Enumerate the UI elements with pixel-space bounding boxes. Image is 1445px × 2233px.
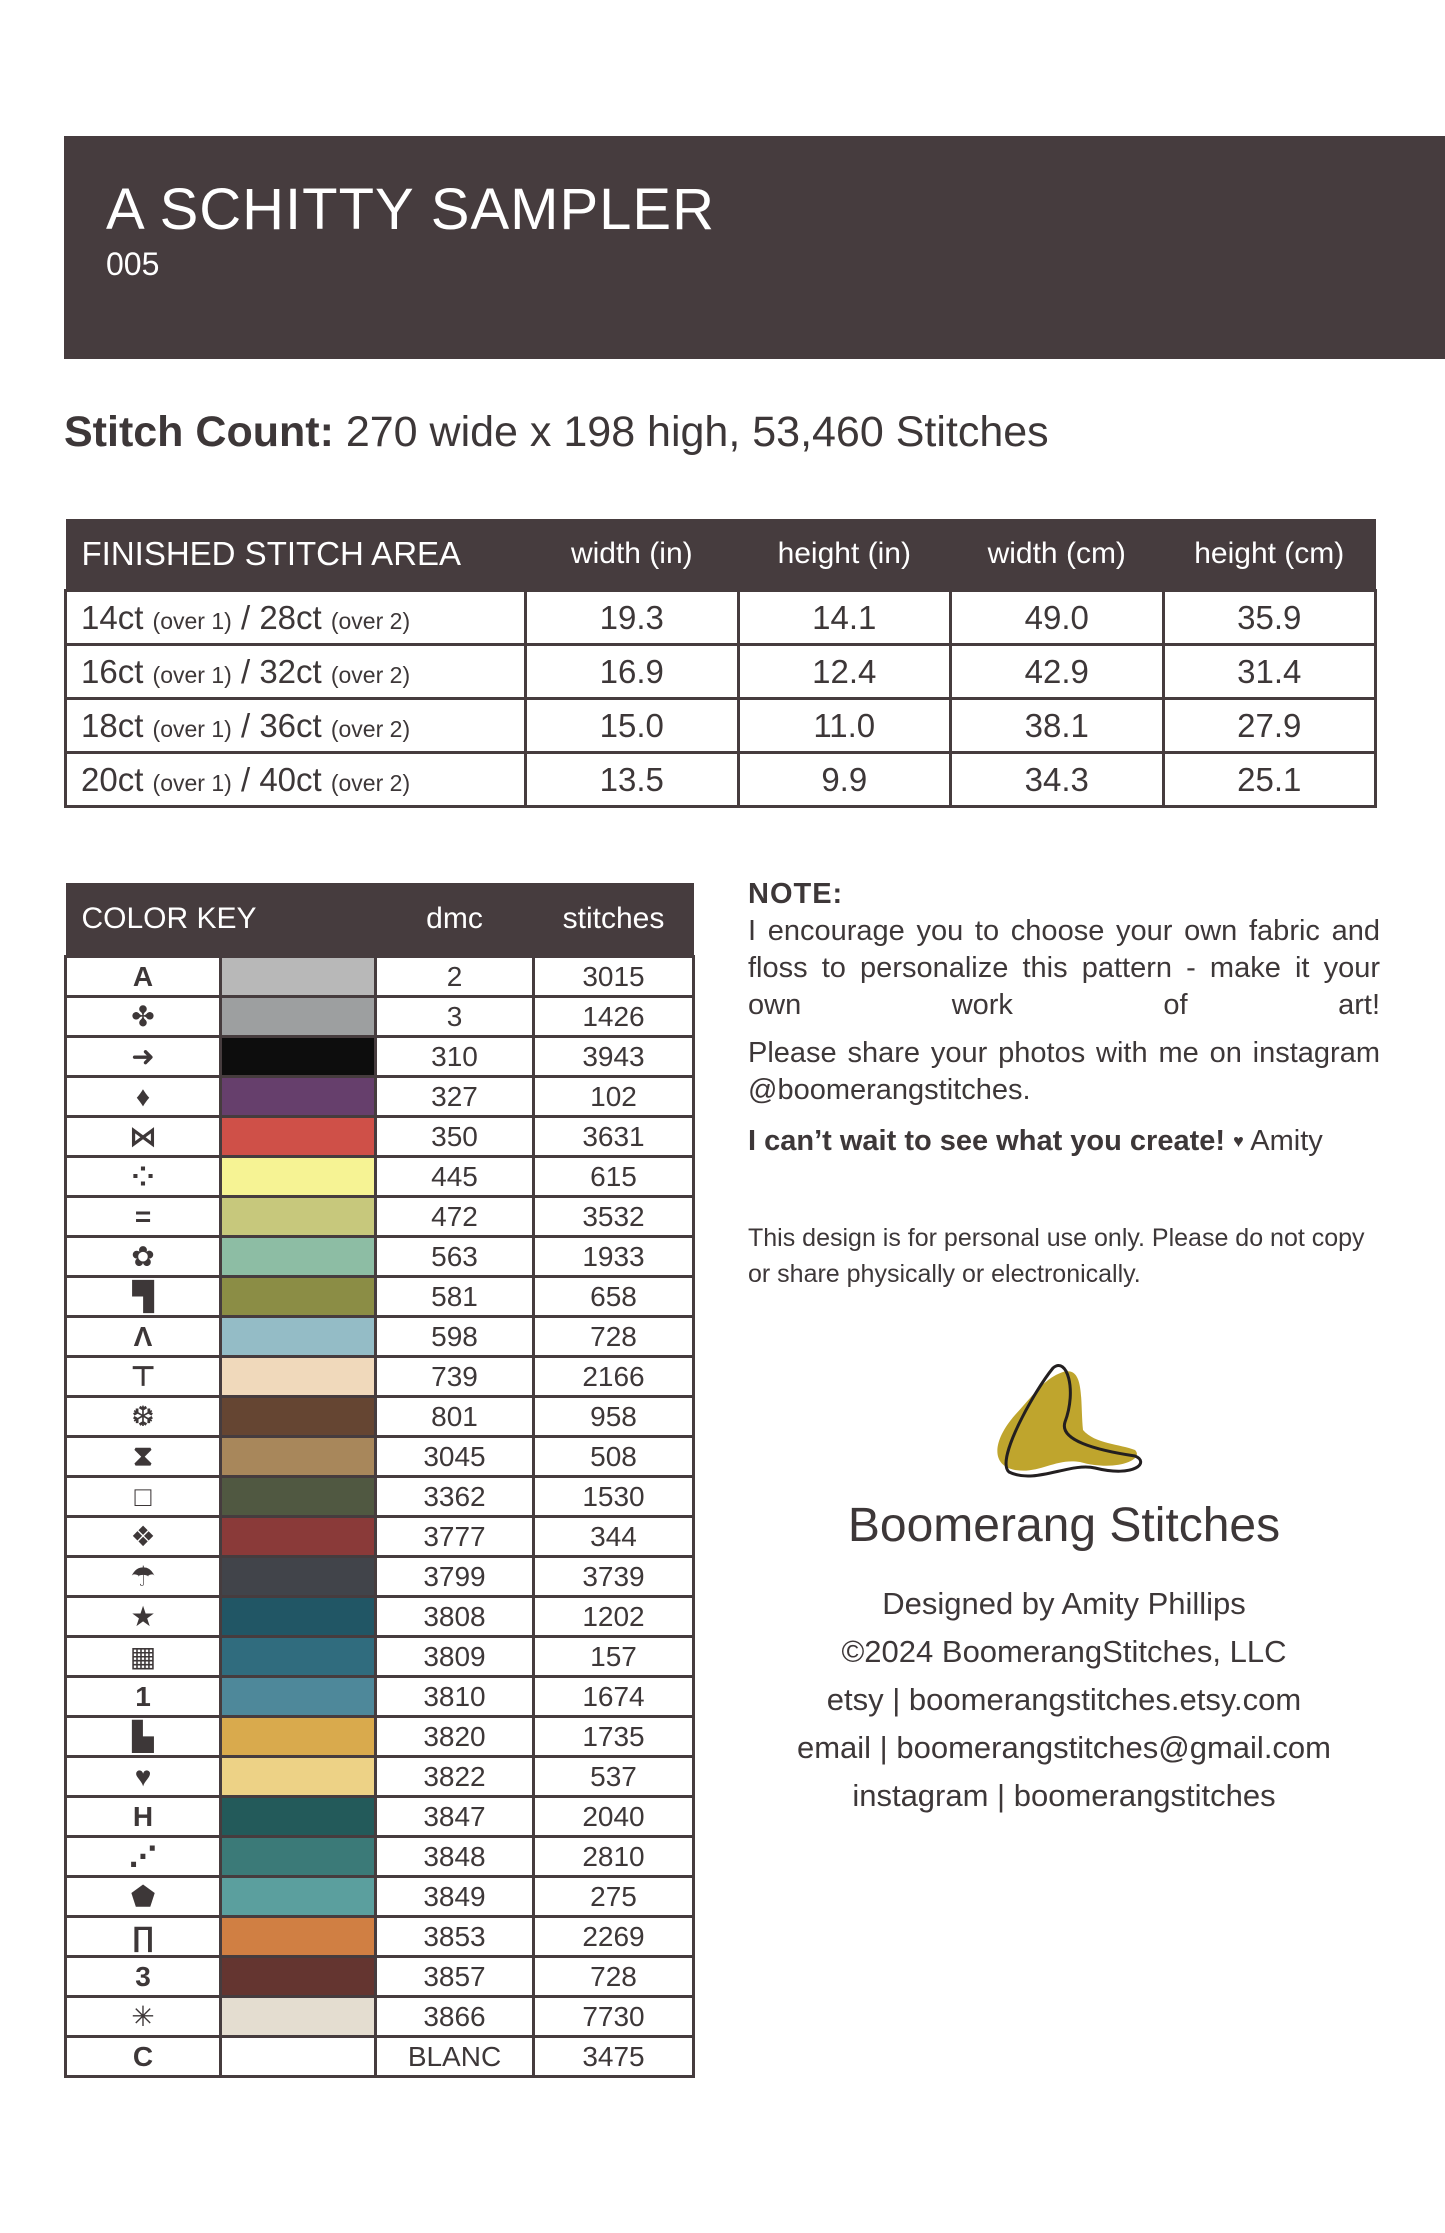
finished-stitch-area-table — [64, 519, 1377, 808]
color-key-row — [66, 1957, 694, 1997]
color-swatch — [221, 1597, 376, 1637]
dmc-number: 350 — [376, 1117, 534, 1157]
color-key-row — [66, 1277, 694, 1317]
height-cm-cell: 25.1 — [1163, 753, 1376, 807]
color-key-table — [64, 883, 695, 2078]
table-symbol: ∏ — [66, 1917, 221, 1957]
height-cm-cell: 35.9 — [1163, 591, 1376, 645]
color-swatch — [221, 1757, 376, 1797]
color-key-row — [66, 1397, 694, 1437]
note-signature: Amity — [1250, 1125, 1323, 1157]
dmc-number: 3777 — [376, 1517, 534, 1557]
color-swatch — [221, 1157, 376, 1197]
color-key-row — [66, 1837, 694, 1877]
dmc-number: 327 — [376, 1077, 534, 1117]
flower-symbol: ✿ — [66, 1237, 221, 1277]
color-key-row — [66, 1517, 694, 1557]
stitch-total: 1530 — [534, 1477, 694, 1517]
color-key-row — [66, 1797, 694, 1837]
color-swatch — [221, 1917, 376, 1957]
color-key-row — [66, 1717, 694, 1757]
dmc-number: 3045 — [376, 1437, 534, 1477]
stitch-count-label: Stitch Count: — [64, 408, 334, 456]
color-swatch — [221, 1477, 376, 1517]
stitch-total: 7730 — [534, 1997, 694, 2037]
color-key-title: COLOR KEY — [66, 883, 376, 957]
col-stitches: stitches — [534, 883, 694, 957]
stitch-total: 157 — [534, 1637, 694, 1677]
width-in-cell: 19.3 — [526, 591, 738, 645]
color-key-row — [66, 1037, 694, 1077]
height-in-cell: 9.9 — [738, 753, 950, 807]
stitch-total: 958 — [534, 1397, 694, 1437]
umbrella-symbol: ☂ — [66, 1557, 221, 1597]
four-diamonds-symbol: ❖ — [66, 1517, 221, 1557]
height-in-cell: 14.1 — [738, 591, 950, 645]
designer-line: Designed by Amity Phillips — [882, 1586, 1246, 1621]
note-paragraph-2: Please share your photos with me on instagram @boomerangstitches. — [748, 1037, 1380, 1106]
width-in-cell: 13.5 — [526, 753, 738, 807]
color-swatch — [221, 1397, 376, 1437]
dmc-number: 801 — [376, 1397, 534, 1437]
col-finished-area: FINISHED STITCH AREA — [66, 519, 526, 591]
boomerang-logo-icon — [985, 1360, 1145, 1490]
color-swatch — [221, 1117, 376, 1157]
height-cm-cell: 31.4 — [1163, 645, 1376, 699]
color-key-row — [66, 1477, 694, 1517]
email-link[interactable]: email | boomerangstitches@gmail.com — [796, 1730, 1331, 1765]
heart-icon: ♥ — [1233, 1131, 1244, 1151]
stitch-total: 275 — [534, 1877, 694, 1917]
color-key-row — [66, 957, 694, 997]
stitch-total: 1735 — [534, 1717, 694, 1757]
dmc-number: 3853 — [376, 1917, 534, 1957]
pattern-code: 005 — [106, 246, 160, 282]
height-in-cell: 12.4 — [738, 645, 950, 699]
heart-symbol: ♥ — [66, 1757, 221, 1797]
pattern-title: A SCHITTY SAMPLER — [106, 177, 715, 242]
stitch-total: 3475 — [534, 2037, 694, 2077]
dmc-number: 3866 — [376, 1997, 534, 2037]
stitch-total: 1202 — [534, 1597, 694, 1637]
bowtie-symbol: ⋈ — [66, 1117, 221, 1157]
h-frame-symbol: H — [66, 1797, 221, 1837]
color-swatch — [221, 1797, 376, 1837]
brand-name: Boomerang Stitches — [847, 1499, 1281, 1552]
credits-block — [748, 1580, 1380, 1820]
stitch-total: 2810 — [534, 1837, 694, 1877]
color-swatch — [221, 1997, 376, 2037]
color-key-row — [66, 1757, 694, 1797]
dmc-number: 3808 — [376, 1597, 534, 1637]
color-key-row — [66, 1237, 694, 1277]
width-cm-cell: 42.9 — [951, 645, 1163, 699]
note-block — [748, 876, 1380, 1160]
color-swatch — [221, 2037, 376, 2077]
l-block-symbol: ▙ — [66, 1717, 221, 1757]
diagonal-dots-symbol: ⋰ — [66, 1837, 221, 1877]
pentagon-symbol: ⬟ — [66, 1877, 221, 1917]
color-swatch — [221, 1197, 376, 1237]
stitch-total: 2269 — [534, 1917, 694, 1957]
width-cm-cell: 34.3 — [951, 753, 1163, 807]
color-key-row — [66, 2037, 694, 2077]
col-width-in: width (in) — [526, 519, 738, 591]
color-key-row — [66, 1197, 694, 1237]
finished-row — [66, 645, 1376, 699]
col-width-cm: width (cm) — [951, 519, 1163, 591]
note-paragraph-1: I encourage you to choose your own fabric and floss to personalize this pattern - make it your own work of art! — [748, 915, 1380, 1021]
width-in-cell: 15.0 — [526, 699, 738, 753]
color-key-row — [66, 1637, 694, 1677]
letter-c-symbol: C — [66, 2037, 221, 2077]
finished-header-row — [66, 519, 1376, 591]
dmc-number: 598 — [376, 1317, 534, 1357]
dmc-number: 3849 — [376, 1877, 534, 1917]
color-key-row — [66, 1917, 694, 1957]
color-swatch — [221, 1717, 376, 1757]
instagram-link[interactable]: instagram | boomerangstitches — [852, 1778, 1276, 1813]
color-key-row — [66, 1157, 694, 1197]
stitch-total: 344 — [534, 1517, 694, 1557]
color-swatch — [221, 1437, 376, 1477]
stitch-total: 658 — [534, 1277, 694, 1317]
color-swatch — [221, 1237, 376, 1277]
stitch-count-value: 270 wide x 198 high, 53,460 Stitches — [345, 408, 1049, 456]
color-swatch — [221, 1077, 376, 1117]
stitch-total: 3015 — [534, 957, 694, 997]
dmc-number: 445 — [376, 1157, 534, 1197]
color-swatch — [221, 1837, 376, 1877]
number-three-symbol: 3 — [66, 1957, 221, 1997]
color-key-row — [66, 997, 694, 1037]
dmc-number: 3822 — [376, 1757, 534, 1797]
dmc-number: 2 — [376, 957, 534, 997]
dmc-number: 310 — [376, 1037, 534, 1077]
letter-a-symbol: A — [66, 957, 221, 997]
fabric-count-cell: 14ct (over 1) / 28ct (over 2) — [66, 591, 526, 645]
stitch-total: 2166 — [534, 1357, 694, 1397]
header-banner — [64, 136, 1445, 359]
color-key-header-row — [66, 883, 694, 957]
stitch-total: 1933 — [534, 1237, 694, 1277]
stitch-total: 102 — [534, 1077, 694, 1117]
finished-row — [66, 699, 1376, 753]
color-key-row — [66, 1877, 694, 1917]
width-cm-cell: 38.1 — [951, 699, 1163, 753]
color-swatch — [221, 997, 376, 1037]
equals-symbol: = — [66, 1197, 221, 1237]
clover-symbol: ✤ — [66, 997, 221, 1037]
dmc-number: 3 — [376, 997, 534, 1037]
dmc-number: 3857 — [376, 1957, 534, 1997]
stitch-total: 3631 — [534, 1117, 694, 1157]
stitch-total: 2040 — [534, 1797, 694, 1837]
personal-use-disclaimer: This design is for personal use only. Please do not copy or share physically or electronically. — [748, 1224, 1365, 1288]
height-cm-cell: 27.9 — [1163, 699, 1376, 753]
hourglass-symbol: ⧗ — [66, 1437, 221, 1477]
star-symbol: ★ — [66, 1597, 221, 1637]
dmc-number: 3799 — [376, 1557, 534, 1597]
color-swatch — [221, 1557, 376, 1597]
etsy-link[interactable]: etsy | boomerangstitches.etsy.com — [826, 1682, 1302, 1717]
color-key-row — [66, 1677, 694, 1717]
width-cm-cell: 49.0 — [951, 591, 1163, 645]
color-swatch — [221, 1357, 376, 1397]
color-swatch — [221, 1037, 376, 1077]
color-key-row — [66, 1117, 694, 1157]
stitch-total: 3943 — [534, 1037, 694, 1077]
number-one-symbol: 1 — [66, 1677, 221, 1717]
color-swatch — [221, 957, 376, 997]
stitch-total: 728 — [534, 1317, 694, 1357]
height-in-cell: 11.0 — [738, 699, 950, 753]
width-in-cell: 16.9 — [526, 645, 738, 699]
asterisk-symbol: ✳ — [66, 1997, 221, 2037]
arrow-right-symbol: ➜ — [66, 1037, 221, 1077]
dmc-number: 3848 — [376, 1837, 534, 1877]
color-swatch — [221, 1637, 376, 1677]
color-key-row — [66, 1077, 694, 1117]
grid-squares-symbol: ▦ — [66, 1637, 221, 1677]
color-key-row — [66, 1357, 694, 1397]
fabric-count-cell: 18ct (over 1) / 36ct (over 2) — [66, 699, 526, 753]
dmc-number: 563 — [376, 1237, 534, 1277]
dmc-number: BLANC — [376, 2037, 534, 2077]
note-heading: NOTE: — [748, 878, 844, 910]
color-swatch — [221, 1877, 376, 1917]
stitch-total: 537 — [534, 1757, 694, 1797]
col-height-in: height (in) — [738, 519, 950, 591]
step-block-symbol: ▜ — [66, 1277, 221, 1317]
stitch-total: 1426 — [534, 997, 694, 1037]
finished-row — [66, 591, 1376, 645]
stitch-total: 728 — [534, 1957, 694, 1997]
color-key-row — [66, 1997, 694, 2037]
diamond-symbol: ♦ — [66, 1077, 221, 1117]
dmc-number: 3810 — [376, 1677, 534, 1717]
dmc-number: 581 — [376, 1277, 534, 1317]
stitch-total: 508 — [534, 1437, 694, 1477]
color-key-row — [66, 1317, 694, 1357]
square-outline-symbol: □ — [66, 1477, 221, 1517]
lambda-symbol: Λ — [66, 1317, 221, 1357]
stitch-total: 615 — [534, 1157, 694, 1197]
col-height-cm: height (cm) — [1163, 519, 1376, 591]
dots-symbol: ⁘ — [66, 1157, 221, 1197]
color-key-row — [66, 1437, 694, 1477]
snowflake-symbol: ❆ — [66, 1397, 221, 1437]
copyright-line: ©2024 BoomerangStitches, LLC — [841, 1634, 1287, 1669]
color-swatch — [221, 1677, 376, 1717]
note-excited-line: I can’t wait to see what you create! — [748, 1125, 1226, 1157]
stitch-count — [64, 408, 1049, 457]
note-paragraph-3 — [748, 1123, 1380, 1160]
dmc-number: 739 — [376, 1357, 534, 1397]
color-swatch — [221, 1957, 376, 1997]
dmc-number: 3847 — [376, 1797, 534, 1837]
col-dmc: dmc — [376, 883, 534, 957]
dmc-number: 3820 — [376, 1717, 534, 1757]
fabric-count-cell: 20ct (over 1) / 40ct (over 2) — [66, 753, 526, 807]
color-key-row — [66, 1597, 694, 1637]
color-key-row — [66, 1557, 694, 1597]
color-swatch — [221, 1317, 376, 1357]
mushroom-symbol: ⊤ — [66, 1357, 221, 1397]
dmc-number: 472 — [376, 1197, 534, 1237]
color-swatch — [221, 1517, 376, 1557]
stitch-total: 3532 — [534, 1197, 694, 1237]
fabric-count-cell: 16ct (over 1) / 32ct (over 2) — [66, 645, 526, 699]
dmc-number: 3362 — [376, 1477, 534, 1517]
stitch-total: 1674 — [534, 1677, 694, 1717]
dmc-number: 3809 — [376, 1637, 534, 1677]
color-swatch — [221, 1277, 376, 1317]
stitch-total: 3739 — [534, 1557, 694, 1597]
finished-row — [66, 753, 1376, 807]
